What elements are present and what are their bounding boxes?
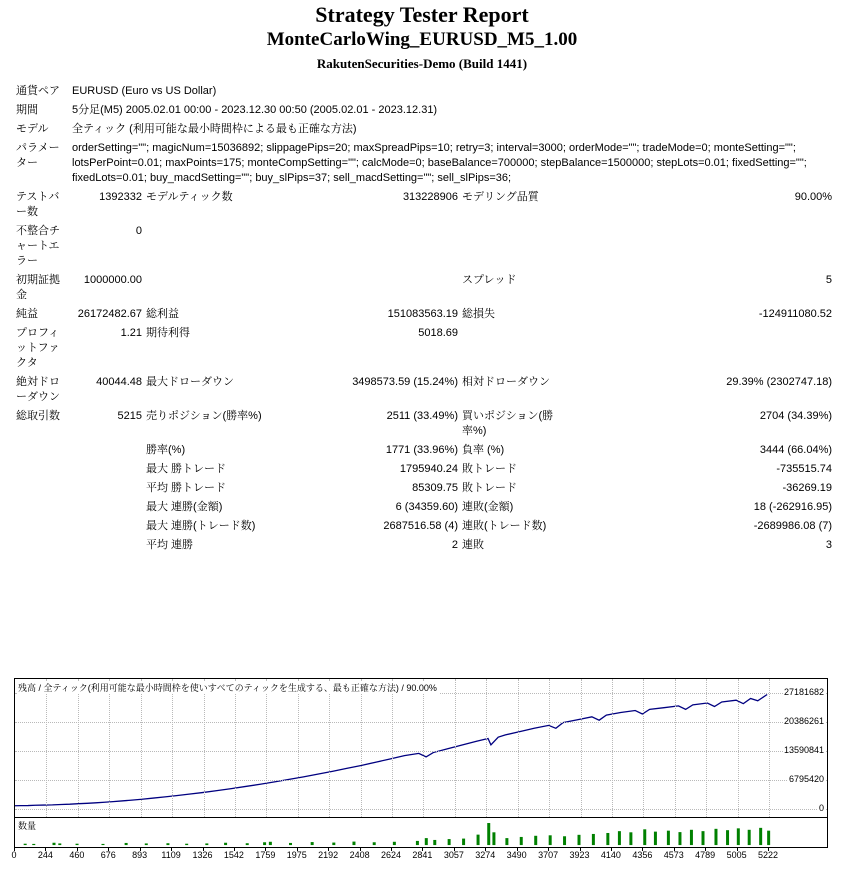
total-trades-label: 総取引数 — [16, 410, 60, 422]
grid-line-vertical — [109, 679, 110, 817]
x-axis-tick-label: 1326 — [192, 850, 213, 860]
loss-trades-label: 負率 (%) — [462, 444, 505, 456]
gross-profit-value: 151083563.19 — [387, 308, 458, 320]
grid-line-vertical — [455, 679, 456, 817]
initial-deposit-label: 初期証拠金 — [16, 274, 60, 301]
report-table — [14, 82, 834, 555]
report-title: Strategy Tester Report — [315, 2, 529, 27]
table-row — [14, 479, 834, 498]
largest-loss-label: 敗トレード — [462, 463, 517, 475]
volume-bars — [15, 818, 827, 847]
avg-cons-wins-value: 2 — [451, 539, 458, 551]
grid-line-vertical — [78, 679, 79, 817]
table-row — [14, 139, 834, 188]
grid-line-vertical — [172, 679, 173, 817]
spread-value: 5 — [825, 274, 833, 286]
table-row — [14, 305, 834, 324]
x-axis-tick-label: 5005 — [726, 850, 747, 860]
table-row — [14, 188, 834, 222]
table-row — [14, 407, 834, 441]
params-label: パラメーター — [16, 142, 60, 169]
largest-loss-value: -735515.74 — [776, 463, 833, 475]
x-axis-tick-label: 2192 — [318, 850, 339, 860]
average-profit-label: 平均 勝トレード — [146, 482, 227, 494]
equity-chart — [11, 678, 830, 874]
avg-cons-losses-value: 3 — [825, 539, 833, 551]
x-axis-tick-label: 3923 — [569, 850, 590, 860]
grid-line-vertical — [266, 679, 267, 817]
grid-line-vertical — [675, 679, 676, 817]
params-value: orderSetting=""; magicNum=15036892; slippagePips=20; maxSpreadPips=10; retry=3; interval=3000; orderMode=""; tradeMode=0; monteSetting=""; lotsPerPoint=0.01; maxPoints=175; monteCompSetting=""; calcMode=0; baseBalance=700000; stepBalance=1500000; stepLots=0.01; fixedSetting=""; fixedLots=0.01; buy_macdSetting=""; buy_slPips=37; sell_macdSetting=""; sell_slPips=36; — [72, 142, 807, 184]
table-row — [14, 222, 834, 271]
quality-value: 90.00% — [794, 191, 833, 203]
avg-cons-wins-label: 平均 連勝 — [146, 539, 194, 551]
model-label: モデル — [16, 123, 49, 135]
x-axis-tick-label: 3274 — [475, 850, 496, 860]
gross-loss-value: -124911080.52 — [758, 308, 833, 320]
grid-line-vertical — [423, 679, 424, 817]
report-header — [0, 0, 844, 74]
symbol-label: 通貨ペア — [16, 85, 60, 97]
expected-payoff-label: 期待利得 — [146, 327, 190, 339]
grid-line-vertical — [643, 679, 644, 817]
grid-line-vertical — [141, 679, 142, 817]
max-cons-loss-value: -2689986.08 (7) — [753, 520, 833, 532]
x-axis-tick-label: 2624 — [380, 850, 402, 860]
x-axis-tick-label: 3707 — [538, 850, 559, 860]
gross-profit-label: 総利益 — [146, 308, 179, 320]
average-loss-label: 敗トレード — [462, 482, 517, 494]
x-axis-tick-label: 4356 — [632, 850, 653, 860]
x-axis-tick-label: 3490 — [506, 850, 527, 860]
grid-line-vertical — [518, 679, 519, 817]
table-row — [14, 441, 834, 460]
table-row — [14, 271, 834, 305]
x-axis-tick-label: 1975 — [286, 850, 307, 860]
net-profit-label: 純益 — [16, 308, 38, 320]
bars-label: テストバー数 — [16, 191, 60, 218]
table-row — [14, 101, 834, 120]
y-axis-tick-label: 13590841 — [783, 745, 824, 755]
grid-line-vertical — [329, 679, 330, 817]
y-axis-tick-label: 0 — [818, 803, 824, 813]
grid-line-vertical — [298, 679, 299, 817]
loss-trades-value: 3444 (66.04%) — [759, 444, 833, 456]
chart-x-axis — [11, 848, 828, 870]
profit-trades-value: 1771 (33.96%) — [385, 444, 458, 456]
x-axis-tick-label: 2841 — [412, 850, 433, 860]
grid-line-vertical — [235, 679, 236, 817]
y-axis-tick-label: 20386261 — [783, 716, 824, 726]
table-row — [14, 517, 834, 536]
table-row — [14, 120, 834, 139]
table-row — [14, 324, 834, 373]
abs-drawdown-label: 絶対ドローダウン — [16, 376, 60, 403]
table-row — [14, 373, 834, 407]
gross-loss-label: 総損失 — [462, 308, 495, 320]
grid-line-vertical — [204, 679, 205, 817]
x-axis-tick-label: 460 — [69, 850, 85, 860]
rel-drawdown-label: 相対ドローダウン — [462, 376, 550, 388]
table-row — [14, 460, 834, 479]
max-drawdown-label: 最大ドローダウン — [146, 376, 234, 388]
x-axis-tick-label: 244 — [37, 850, 53, 860]
table-row — [14, 498, 834, 517]
average-profit-value: 85309.75 — [412, 482, 458, 494]
max-cons-losses-label: 連敗(金額) — [462, 501, 514, 513]
max-cons-loss-label: 連敗(トレード数) — [462, 520, 547, 532]
grid-line-vertical — [392, 679, 393, 817]
x-axis-tick-label: 2408 — [349, 850, 370, 860]
grid-line-vertical — [549, 679, 550, 817]
quality-label: モデリング品質 — [462, 191, 539, 203]
spread-label: スプレッド — [462, 274, 517, 286]
x-axis-tick-label: 0 — [11, 850, 17, 860]
grid-line-vertical — [769, 679, 770, 817]
max-cons-wins-value: 6 (34359.60) — [395, 501, 458, 513]
x-axis-tick-label: 1759 — [255, 850, 276, 860]
max-cons-profit-value: 2687516.58 (4) — [383, 520, 458, 532]
grid-line-vertical — [738, 679, 739, 817]
x-axis-tick-label: 1109 — [161, 850, 181, 860]
avg-cons-losses-label: 連敗 — [462, 539, 484, 551]
total-trades-value: 5215 — [117, 410, 142, 422]
ticks-label: モデルティック数 — [146, 191, 233, 203]
table-row — [14, 536, 834, 555]
volume-chart-caption: 数量 — [18, 821, 37, 831]
period-label: 期間 — [16, 104, 38, 116]
report-subtitle: MonteCarloWing_EURUSD_M5_1.00 — [266, 29, 578, 50]
equity-chart-plot — [14, 678, 828, 818]
symbol-value: EURUSD (Euro vs US Dollar) — [72, 85, 217, 97]
x-axis-tick-label: 893 — [132, 850, 148, 860]
average-loss-value: -36269.19 — [782, 482, 833, 494]
grid-line-vertical — [361, 679, 362, 817]
grid-line-vertical — [46, 679, 47, 817]
max-cons-wins-label: 最大 連勝(金額) — [146, 501, 223, 513]
x-axis-tick-label: 4573 — [663, 850, 684, 860]
max-cons-profit-label: 最大 連勝(トレード数) — [146, 520, 256, 532]
grid-line-vertical — [706, 679, 707, 817]
abs-drawdown-value: 40044.48 — [96, 376, 142, 388]
bars-value: 1392332 — [99, 191, 142, 203]
report-broker: RakutenSecurities-Demo (Build 1441) — [316, 56, 528, 71]
x-axis-tick-label: 5222 — [757, 850, 779, 860]
ticks-value: 313228906 — [402, 191, 458, 203]
long-positions-value: 2704 (34.39%) — [759, 410, 833, 422]
mismatch-value: 0 — [135, 225, 142, 237]
profit-factor-value: 1.21 — [120, 327, 142, 339]
x-axis-tick-label: 4789 — [695, 850, 716, 860]
expected-payoff-value: 5018.69 — [418, 327, 458, 339]
x-axis-tick-label: 1542 — [223, 850, 244, 860]
long-positions-label: 買いポジション(勝率%) — [462, 410, 554, 437]
x-axis-tick-label: 3057 — [443, 850, 464, 860]
mismatch-label: 不整合チャートエラー — [16, 225, 60, 267]
y-axis-tick-label: 27181682 — [783, 687, 824, 697]
table-row — [14, 82, 834, 101]
profit-factor-label: プロフィットファクタ — [16, 327, 60, 369]
short-positions-label: 売りポジション(勝率%) — [146, 410, 262, 422]
grid-line-vertical — [612, 679, 613, 817]
grid-line-vertical — [486, 679, 487, 817]
short-positions-value: 2511 (33.49%) — [386, 410, 458, 422]
period-value: 5分足(M5) 2005.02.01 00:00 - 2023.12.30 00:50 (2005.02.01 - 2023.12.31) — [72, 104, 438, 116]
x-axis-tick-label: 4140 — [600, 850, 621, 860]
y-axis-tick-label: 6795420 — [788, 774, 824, 784]
rel-drawdown-value: 29.39% (2302747.18) — [726, 376, 833, 388]
largest-profit-label: 最大 勝トレード — [146, 463, 227, 475]
largest-profit-value: 1795940.24 — [399, 463, 458, 475]
profit-trades-label: 勝率(%) — [146, 444, 186, 456]
max-cons-losses-value: 18 (-262916.95) — [753, 501, 833, 513]
model-value: 全ティック (利用可能な最小時間枠による最も正確な方法) — [72, 123, 357, 135]
equity-chart-caption: 残高 / 全ティック(利用可能な最小時間枠を使いすべてのティックを生成する、最も正確な方法) / 90.00% — [18, 683, 437, 693]
net-profit-value: 26172482.67 — [77, 308, 142, 320]
max-drawdown-value: 3498573.59 (15.24%) — [352, 376, 458, 388]
x-axis-tick-label: 676 — [100, 850, 116, 860]
grid-line-vertical — [581, 679, 582, 817]
volume-chart-plot — [14, 818, 828, 848]
initial-deposit-value: 1000000.00 — [83, 274, 142, 286]
